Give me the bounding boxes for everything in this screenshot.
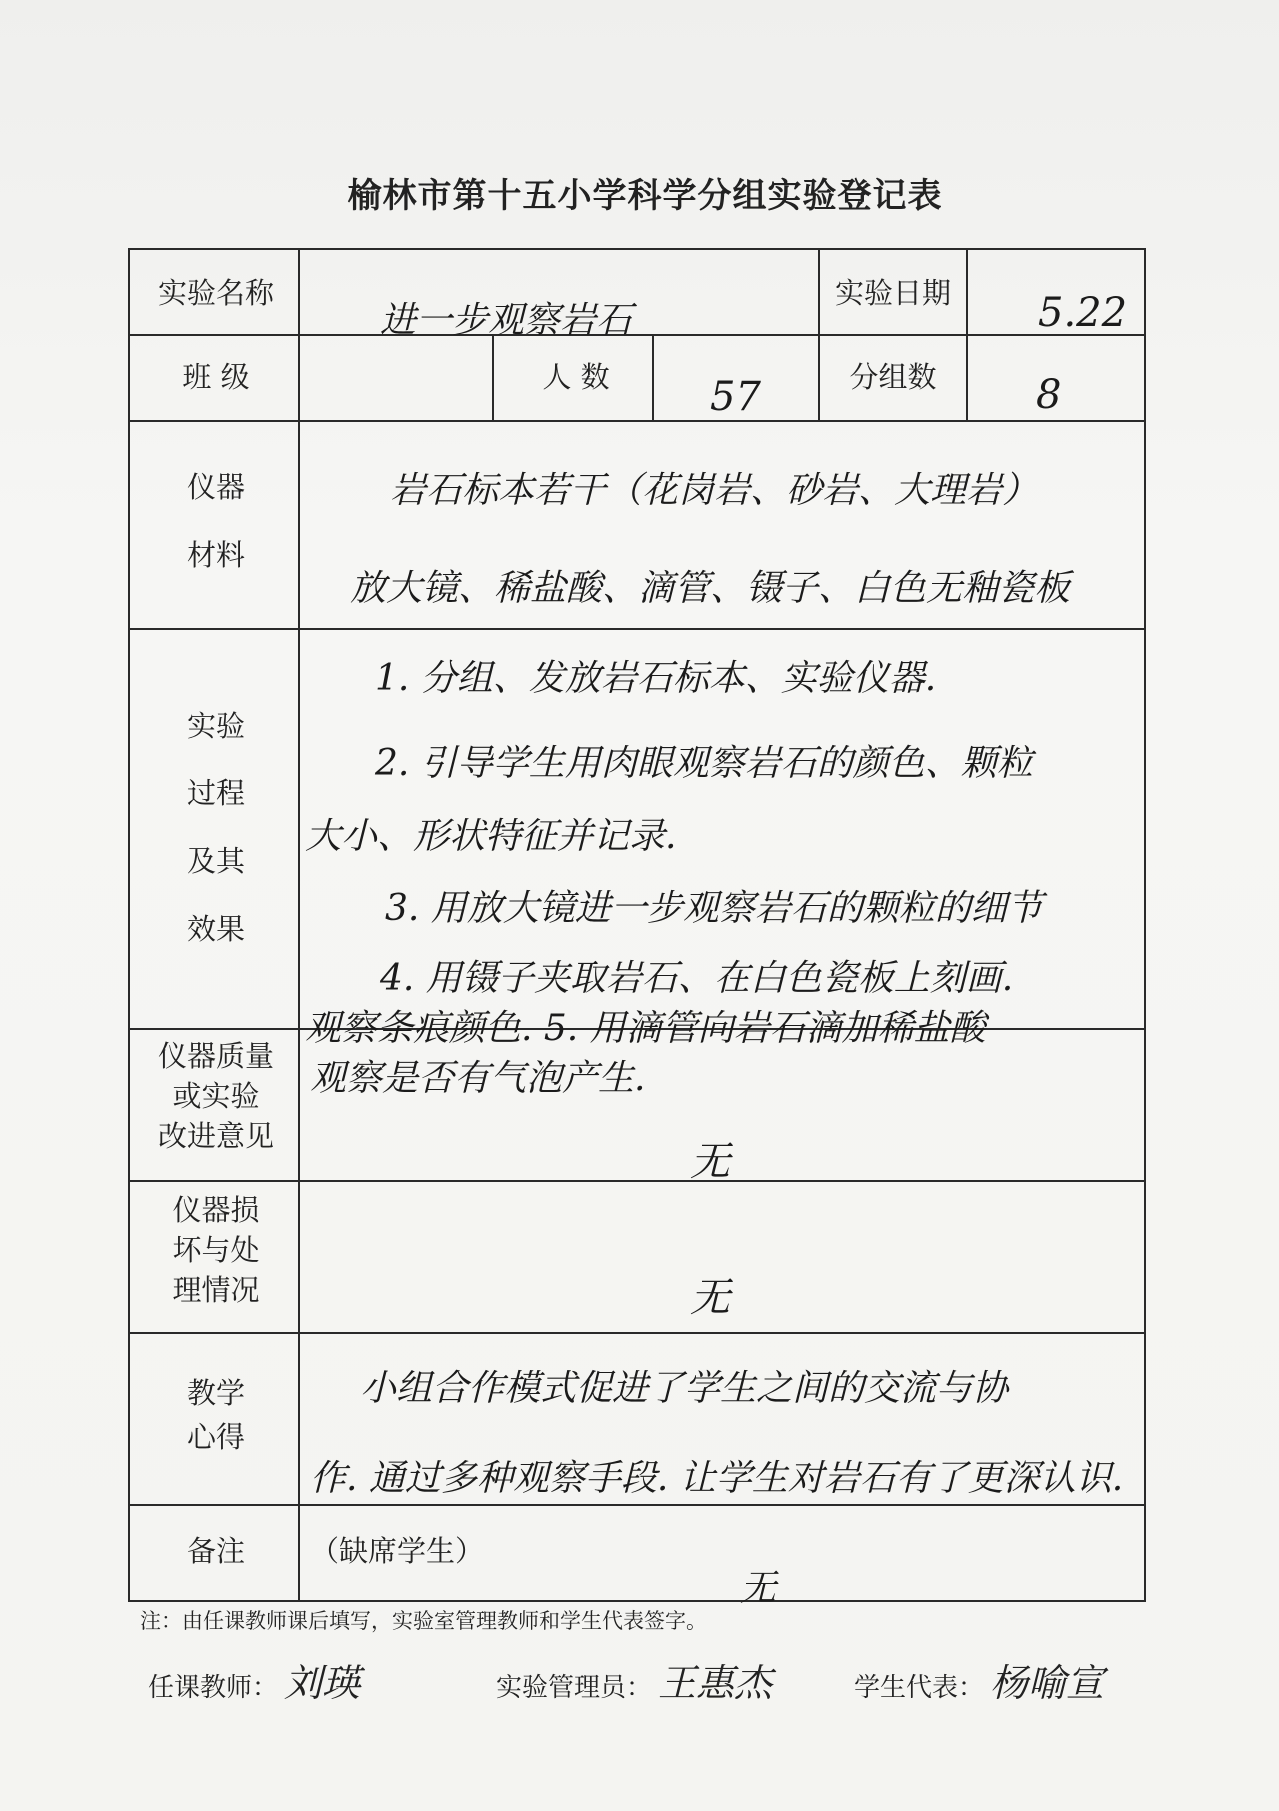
- student-label: 学生代表：: [854, 1673, 985, 1703]
- groups-value: 8: [1036, 372, 1062, 418]
- quality-label-line3: 改进意见: [157, 1119, 274, 1154]
- row-divider: [130, 334, 1144, 336]
- class-label: 班 级: [182, 360, 250, 394]
- quality-label-line1: 仪器质量: [157, 1039, 274, 1073]
- teacher-signature-field: [148, 1652, 360, 1707]
- groups-label: 分组数: [849, 360, 937, 394]
- col-divider: [492, 334, 494, 420]
- student-signature-field: [854, 1652, 1104, 1707]
- row-divider: [130, 420, 1144, 422]
- process-line5: 4. 用镊子夹取岩石、在白色瓷板上刻画.: [380, 958, 1014, 999]
- admin-signature: 王惠杰: [658, 1661, 773, 1705]
- equipment-label-line2: 材料: [186, 538, 245, 572]
- experiment-date-value: 5.22: [1038, 290, 1128, 336]
- col-divider: [298, 250, 300, 1600]
- remarks-prefix: （缺席学生）: [310, 1534, 485, 1568]
- process-line4: 3. 用放大镜进一步观察岩石的颗粒的细节: [385, 888, 1043, 929]
- process-label-line1: 实验: [186, 709, 245, 743]
- process-line7: 观察是否有气泡产生.: [310, 1058, 646, 1099]
- col-divider: [966, 250, 968, 420]
- admin-signature-field: [496, 1652, 772, 1707]
- damage-label-line3: 理情况: [172, 1273, 260, 1308]
- reflection-line1: 小组合作模式促进了学生之间的交流与协: [360, 1368, 1009, 1409]
- row-divider: [130, 1504, 1144, 1506]
- student-signature: 杨喻宣: [990, 1661, 1105, 1705]
- reflection-label-line2: 心得: [186, 1420, 245, 1454]
- equipment-line1: 岩石标本若干（花岗岩、砂岩、大理岩）: [390, 470, 1039, 511]
- teacher-signature: 刘瑛: [284, 1661, 361, 1705]
- row-divider: [130, 1180, 1144, 1182]
- quality-value: 无: [690, 1139, 730, 1185]
- reflection-line2: 作. 通过多种观察手段. 让学生对岩石有了更深认识.: [310, 1458, 1124, 1499]
- experiment-date-label: 实验日期: [834, 276, 951, 310]
- quality-label: [136, 1036, 296, 1156]
- teacher-label: 任课教师：: [148, 1673, 279, 1703]
- footer-note: 注：由任课教师课后填写，实验室管理教师和学生代表签字。: [140, 1609, 707, 1633]
- process-line6: 观察条痕颜色. 5. 用滴管向岩石滴加稀盐酸: [305, 1008, 986, 1049]
- experiment-name-label: 实验名称: [157, 276, 274, 310]
- damage-label-line2: 坏与处: [172, 1233, 260, 1268]
- headcount-label: 人 数: [542, 360, 610, 394]
- remarks-label: 备注: [186, 1534, 245, 1568]
- process-line1: 1. 分组、发放岩石标本、实验仪器.: [375, 658, 937, 699]
- headcount-value: 57: [710, 374, 761, 420]
- reflection-label-line1: 教学: [186, 1376, 245, 1410]
- damage-label: [136, 1190, 296, 1310]
- process-label-line4: 效果: [186, 912, 245, 946]
- experiment-name-value: 进一步观察岩石: [380, 300, 633, 341]
- process-line3: 大小、形状特征并记录.: [305, 816, 677, 857]
- row-divider: [130, 628, 1144, 630]
- damage-label-line1: 仪器损: [172, 1193, 260, 1227]
- process-line2: 2. 引导学生用肉眼观察岩石的颜色、颗粒: [375, 743, 1033, 784]
- remarks-value: 无: [740, 1568, 777, 1609]
- process-label-line3: 及其: [186, 844, 245, 878]
- process-label-line2: 过程: [186, 776, 245, 810]
- row-divider: [130, 1332, 1144, 1334]
- equipment-line2: 放大镜、稀盐酸、滴管、镊子、白色无釉瓷板: [350, 568, 1071, 609]
- damage-value: 无: [690, 1275, 730, 1321]
- form-title: 榆林市第十五小学科学分组实验登记表: [347, 176, 943, 216]
- quality-label-line2: 或实验: [172, 1079, 260, 1114]
- admin-label: 实验管理员：: [496, 1673, 653, 1703]
- equipment-label-line1: 仪器: [186, 470, 245, 504]
